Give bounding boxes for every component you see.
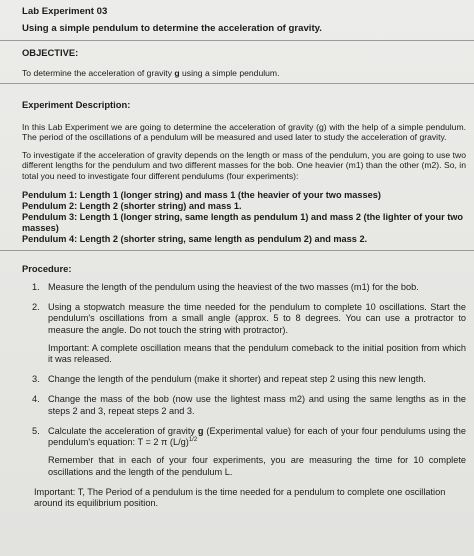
procedure-step-3: 3. Change the length of the pendulum (make it shorter) and repeat step 2 using this new length. (32, 374, 426, 385)
procedure-step-5: 5. Calculate the acceleration of gravity g (Experimental value) for each of your four pendulums using the pendulum's equation: T = 2 π $(L/g)^{1/2}$ (32, 425, 466, 448)
procedure-step-4: 4. Change the mass of the bob (now use the lightest mass m2) and using the same lengths as in the steps 2 and 3, repeat steps 2 and 3. (32, 394, 466, 416)
description-heading: Experiment Description: (22, 98, 131, 110)
divider (0, 40, 474, 41)
objective-text: To determine the acceleration of gravity g using a simple pendulum. (22, 67, 280, 78)
period-definition-note: Important: T, The Period of a pendulum is the time needed for a pendulum to complete one oscillation around its equilibrium position. (34, 486, 446, 509)
pendulum-list (22, 190, 466, 245)
procedure-step-2: 2. Using a stopwatch measure the time needed for the pendulum to complete 10 oscillations. Start the pendulum's oscillations from a small angle (approx. 5 to 8 degrees. You can use a protractor to measure the angle. Do not touch the string with protractor). (32, 302, 466, 335)
procedure-steps (22, 282, 466, 509)
pendulum-item-1: Pendulum 1: Length 1 (longer string) and mass 1 (the heavier of your two masses) (22, 189, 381, 200)
divider (0, 83, 474, 84)
description-paragraph-1: In this Lab Experiment we are going to determine the acceleration of gravity (g) with the help of a simple pendulum. The period of the oscillations of a pendulum will be measured and used later to study the acceleration of gravity. (22, 121, 466, 143)
step-2-note: Important: A complete oscillation means that the pendulum comeback to the initial position from which it was released. (48, 342, 466, 364)
description-paragraph-2: To investigate if the acceleration of gravity depends on the length or mass of the pendulum, you are going to use two different lengths for the pendulum and two different masses for the bob. One heavier (m1) than the other (m2). So, in total you need to investigate four different pendulums (four experiments): (22, 150, 466, 181)
procedure-heading: Procedure: (22, 262, 72, 274)
objective-heading: OBJECTIVE: (22, 46, 79, 58)
pendulum-item-3: Pendulum 3: Length 1 (longer string, same length as pendulum 1) and mass 2 (the lighter of your two masses) (22, 211, 464, 233)
lab-title: Using a simple pendulum to determine the acceleration of gravity. (22, 23, 322, 35)
divider (0, 250, 474, 251)
pendulum-item-4: Pendulum 4: Length 2 (shorter string, same length as pendulum 2) and mass 2. (22, 233, 368, 244)
lab-number: Lab Experiment 03 (22, 6, 108, 17)
pendulum-item-2: Pendulum 2: Length 2 (shorter string) and mass 1. (22, 200, 242, 211)
procedure-step-1: 1. Measure the length of the pendulum using the heaviest of the two masses (m1) for the bob. (32, 281, 419, 292)
step-5-note: Remember that in each of your four experiments, you are measuring the time for 10 complete oscillations and the length of the pendulum L. (48, 455, 466, 477)
